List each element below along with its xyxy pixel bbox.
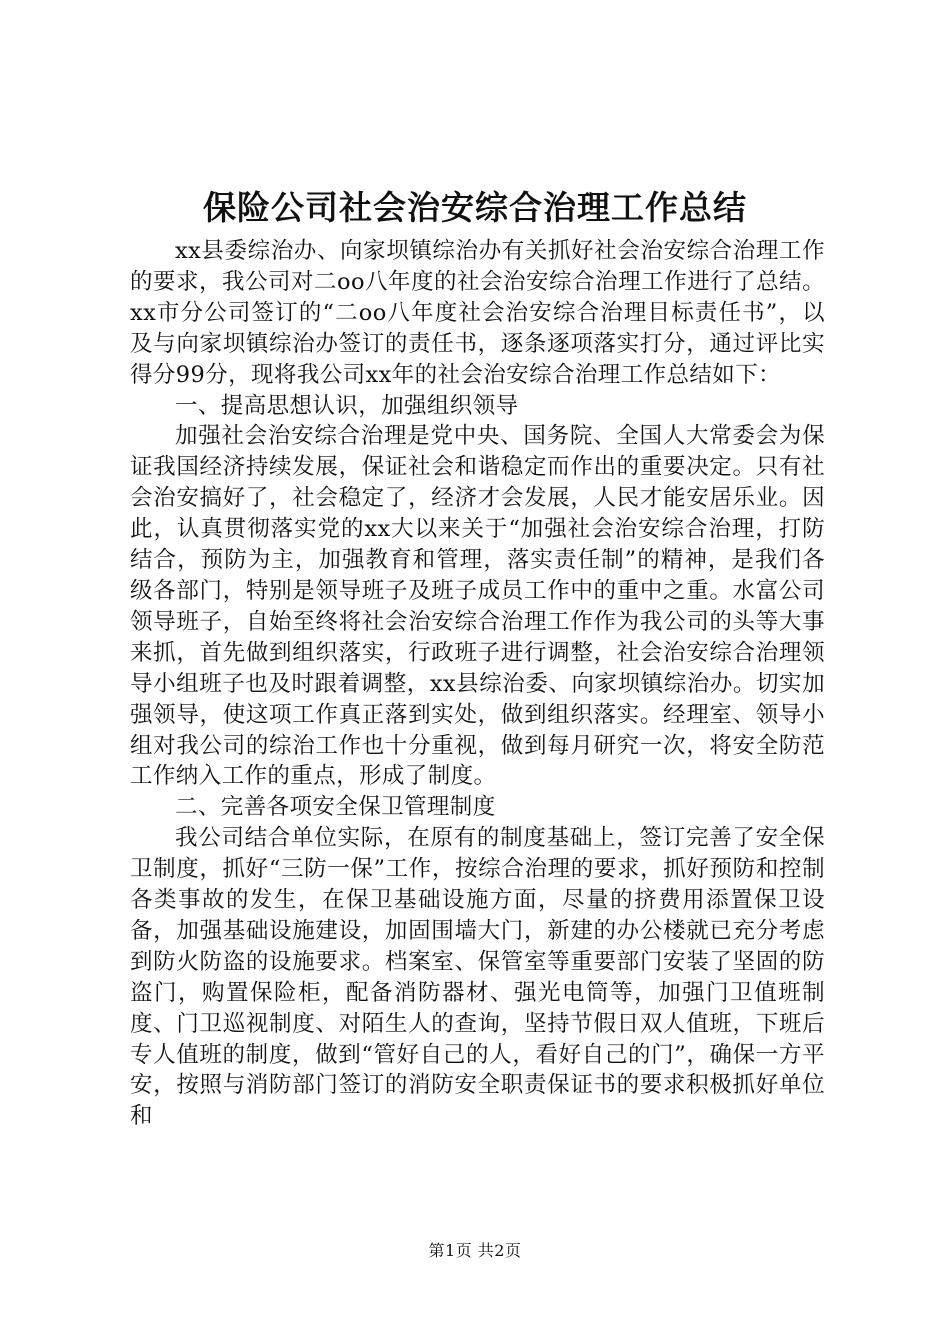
document-body <box>130 236 825 1132</box>
intro-paragraph: xx县委综治办、向家坝镇综治办有关抓好社会治安综合治理工作的要求，我公司对二oo八年度的社会治安综合治理工作进行了总结。xx市分公司签订的“二oo八年度社会治安综合治理目标责任书”，以及与向家坝镇综治办签订的责任书，逐条逐项落实打分，通过评比实得分99分，现将我公司xx年的社会治安综合治理工作总结如下： <box>130 238 825 388</box>
section-heading-2: 二、完善各项安全保卫管理制度 <box>175 794 496 821</box>
section-1-paragraph: 加强社会治安综合治理是党中央、国务院、全国人大常委会为保证我国经济持续发展，保证社会和谐稳定而作出的重要决定。只有社会治安搞好了，社会稳定了，经济才会发展，人民才能安居乐业。因此，认真贯彻落实党的xx大以来关于“加强社会治安综合治理，打防结合，预防为主，加强教育和管理，落实责任制”的精神，是我们各级各部门，特别是领导班子及班子成员工作中的重中之重。水富公司领导班子，自始至终将社会治安综合治理工作作为我公司的头等大事来抓，首先做到组织落实，行政班子进行调整，社会治安综合治理领导小组班子也及时跟着调整，xx县综治委、向家坝镇综治办。切实加强领导，使这项工作真正落到实处，做到组织落实。经理室、领导小组对我公司的综治工作也十分重视，做到每月研究一次，将安全防范工作纳入工作的重点，形成了制度。 <box>130 423 825 790</box>
section-heading-1: 一、提高思想认识，加强组织领导 <box>175 392 519 419</box>
document-title: 保险公司社会治安综合治理工作总结 <box>203 188 747 227</box>
page-footer: 第1页 共2页 <box>428 1241 522 1260</box>
section-2-paragraph: 我公司结合单位实际，在原有的制度基础上，签订完善了安全保卫制度，抓好“三防一保”工作，按综合治理的要求，抓好预防和控制各类事故的发生，在保卫基础设施方面，尽量的挤费用添置保卫设备，加强基础设施建设，加固围墙大门，新建的办公楼就已充分考虑到防火防盗的设施要求。档案室、保管室等重要部门安装了坚固的防盗门，购置保险柜，配备消防器材、强光电筒等，加强门卫值班制度、门卫巡视制度、对陌生人的查询，坚持节假日双人值班，下班后专人值班的制度，做到“管好自己的人，看好自己的门”，确保一方平安，按照与消防部门签订的消防安全职责保证书的要求积极抓好单位和 <box>130 825 825 1130</box>
